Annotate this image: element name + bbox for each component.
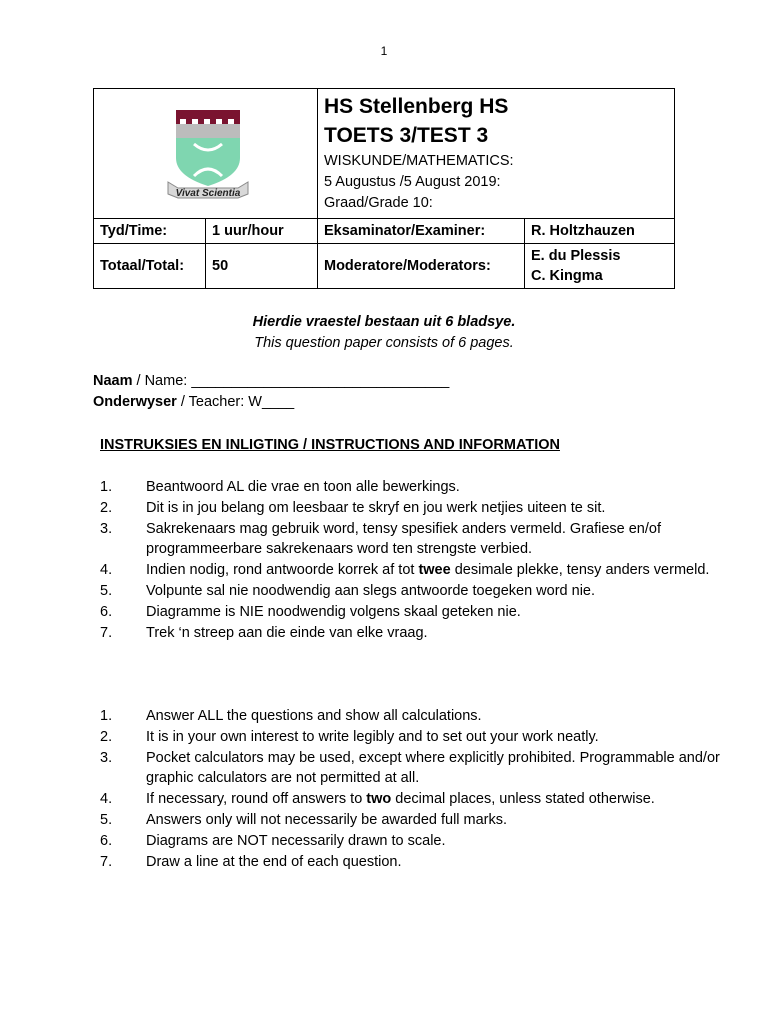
english-instruction-item xyxy=(100,727,740,748)
item-number: 6. xyxy=(100,603,113,620)
subject-line: WISKUNDE/MATHEMATICS: xyxy=(324,153,514,169)
english-instructions xyxy=(100,706,740,872)
total-label: Totaal/Total: xyxy=(94,244,206,289)
item-number: 5. xyxy=(100,582,113,599)
item-text: Dit is in jou belang om leesbaar te skryf en jou werk netjies uiteen te sit. xyxy=(146,499,606,516)
pages-note-afrikaans: Hierdie vraestel bestaan uit 6 bladsye. xyxy=(252,314,516,330)
english-instruction-item xyxy=(100,810,740,831)
pages-note xyxy=(0,312,768,354)
item-number: 2. xyxy=(100,499,113,516)
instructions-heading: INSTRUKSIES EN INLIGTING / INSTRUCTIONS AND INFORMATION xyxy=(100,437,560,453)
teacher-field xyxy=(93,394,294,410)
svg-text:Vivat Scientia: Vivat Scientia xyxy=(175,187,240,199)
name-blank: / Name: ________________________________ xyxy=(132,373,450,389)
item-text: Trek ‘n streep aan die einde van elke vraag. xyxy=(146,624,428,641)
school-crest-logo xyxy=(156,102,256,202)
item-number: 7. xyxy=(100,853,113,870)
item-text: Answer ALL the questions and show all calculations. xyxy=(146,708,482,724)
item-number: 3. xyxy=(100,520,113,537)
item-number: 3. xyxy=(100,749,113,766)
date-line: 5 Augustus /5 August 2019: xyxy=(324,174,501,190)
school-name: HS Stellenberg HS xyxy=(324,95,509,118)
moderator-2: C. Kingma xyxy=(531,268,603,284)
english-instruction-item xyxy=(100,831,740,852)
name-label: Naam xyxy=(93,373,133,389)
grade-line: Graad/Grade 10: xyxy=(324,195,433,211)
english-instruction-item xyxy=(100,748,740,790)
english-instruction-item xyxy=(100,789,740,810)
item-text-post: decimal places, unless stated otherwise. xyxy=(391,791,655,808)
item-text: Volpunte sal nie noodwendig aan slegs antwoorde toegeken word nie. xyxy=(146,582,596,599)
item-text-bold: twee xyxy=(418,562,451,579)
pages-note-english: This question paper consists of 6 pages. xyxy=(254,335,514,351)
item-text: Sakrekenaars mag gebruik word, tensy spesifiek anders vermeld. Grafiese en/of programmeerbare sakrekenaars word ten strengste verbied. xyxy=(146,520,661,558)
name-field xyxy=(93,373,449,389)
item-text xyxy=(146,562,709,578)
afrikaans-instructions xyxy=(100,477,740,643)
item-text-pre: If necessary, round off answers to xyxy=(146,791,367,808)
item-text: Draw a line at the end of each question. xyxy=(146,853,402,870)
moderators-value xyxy=(525,244,675,289)
item-number: 4. xyxy=(100,791,113,808)
moderator-1: E. du Plessis xyxy=(531,248,621,264)
item-number: 4. xyxy=(100,562,113,579)
item-number: 7. xyxy=(100,624,113,641)
afrikaans-instruction-item xyxy=(100,581,740,602)
afrikaans-instruction-item xyxy=(100,602,740,623)
moderators-label: Moderatore/Moderators: xyxy=(318,244,525,289)
item-number: 2. xyxy=(100,728,113,745)
time-label: Tyd/Time: xyxy=(94,219,206,244)
item-number: 5. xyxy=(100,811,113,828)
item-text-pre: Indien nodig, rond antwoorde korrek af tot xyxy=(146,562,419,579)
time-value: 1 uur/hour xyxy=(206,219,318,244)
item-text-post: desimale plekke, tensy anders vermeld. xyxy=(450,562,710,579)
logo-cell xyxy=(94,89,318,219)
item-text: Diagrams are NOT necessarily drawn to scale. xyxy=(146,832,446,849)
english-instruction-item xyxy=(100,706,740,727)
afrikaans-instruction-item xyxy=(100,560,740,581)
item-text: Diagramme is NIE noodwendig volgens skaal geteken nie. xyxy=(146,603,521,620)
item-text xyxy=(146,791,655,807)
title-cell xyxy=(318,89,675,219)
item-number: 6. xyxy=(100,832,113,849)
teacher-label: Onderwyser xyxy=(93,394,177,410)
item-number: 1. xyxy=(100,708,113,724)
afrikaans-instruction-item xyxy=(100,498,740,519)
afrikaans-instruction-item xyxy=(100,623,740,644)
item-text-bold: two xyxy=(366,791,392,808)
test-title: TOETS 3/TEST 3 xyxy=(324,124,489,147)
item-text: It is in your own interest to write legibly and to set out your work neatly. xyxy=(146,728,599,745)
item-number: 1. xyxy=(100,479,113,495)
english-instruction-item xyxy=(100,852,740,873)
examiner-value: R. Holtzhauzen xyxy=(525,219,675,244)
header-table xyxy=(93,88,675,289)
afrikaans-instruction-item xyxy=(100,477,740,498)
item-text: Beantwoord AL die vrae en toon alle bewerkings. xyxy=(146,479,460,495)
teacher-blank: / Teacher: W____ xyxy=(176,394,295,410)
page-number: 1 xyxy=(380,44,388,58)
total-value: 50 xyxy=(206,244,318,289)
item-text: Pocket calculators may be used, except where explicitly prohibited. Programmable and/or graphic calculators are not permitted at all. xyxy=(146,749,720,787)
item-text: Answers only will not necessarily be awarded full marks. xyxy=(146,811,508,828)
afrikaans-instruction-item xyxy=(100,519,740,561)
examiner-label: Eksaminator/Examiner: xyxy=(318,219,525,244)
